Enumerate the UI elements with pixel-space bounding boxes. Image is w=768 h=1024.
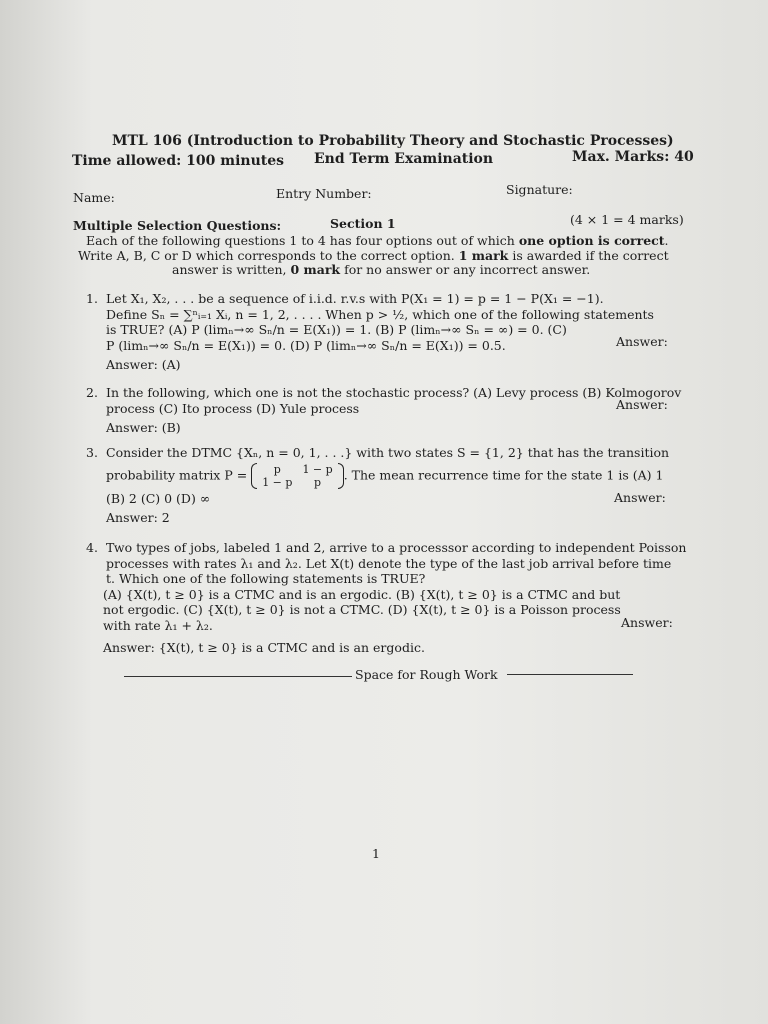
rough-work-label: Space for Rough Work (355, 667, 498, 682)
question-2 (86, 382, 686, 436)
instruction-text: . (664, 233, 669, 248)
instruction-line-1 (86, 233, 669, 248)
divider-right (507, 674, 633, 675)
entry-number-label: Entry Number: (276, 186, 372, 201)
question-text-line: process (C) Ito process (D) Yule process (106, 400, 360, 416)
question-number: 4. (86, 540, 98, 555)
question-text-line: Consider the DTMC {Xₙ, n = 0, 1, . . .} with two states S = {1, 2} that has the transition (106, 445, 670, 460)
question-text-line: P (limₙ→∞ Sₙ/n = E(X₁)) = 0. (D) P (limₙ→∞ Sₙ/n = E(X₁)) = 0.5. (106, 337, 506, 353)
section-marks-text: (4 × 1 = 4 marks) (570, 212, 684, 227)
question-text-line: t. Which one of the following statements is TRUE? (106, 571, 426, 586)
matrix-cell: 1 − p (262, 475, 293, 489)
question-text: . The mean recurrence time for the state 1 is (A) 1 (343, 467, 664, 482)
instruction-text: answer is written, (172, 262, 291, 277)
answer-label: Answer: (614, 490, 666, 505)
question-text-line: processes with rates λ₁ and λ₂. Let X(t) denote the type of the last job arrival before time (106, 555, 672, 571)
exam-name: End Term Examination (314, 151, 494, 167)
instruction-emphasis: 0 mark (290, 262, 341, 277)
max-marks: Max. Marks: 40 (572, 149, 694, 165)
question-3 (86, 442, 686, 526)
matrix-cell: 1 − p (302, 462, 333, 476)
question-text-line: with rate λ₁ + λ₂. (103, 617, 213, 633)
answer-text: Answer: (B) (106, 420, 181, 435)
instruction-text: Write A, B, C or D which corresponds to the correct option. (78, 248, 459, 263)
answer-label: Answer: (621, 615, 673, 630)
question-text-line (106, 463, 686, 489)
question-text-line: is TRUE? (A) P (limₙ→∞ Sₙ/n = E(X₁)) = 1. (B) P (limₙ→∞ Sₙ = ∞) = 0. (C) (106, 322, 567, 337)
section-number: Section 1 (330, 216, 396, 231)
question-text: probability matrix P = (106, 467, 248, 482)
divider-left (124, 676, 352, 677)
instruction-emphasis: 1 mark (458, 248, 509, 263)
name-label: Name: (73, 190, 115, 205)
instruction-text: is awarded if the correct (508, 248, 669, 263)
answer-label: Answer: (616, 397, 668, 412)
course-title: MTL 106 (Introduction to Probability Theory and Stochastic Processes) (112, 133, 674, 149)
question-text-line: not ergodic. (C) {X(t), t ≥ 0} is not a CTMC. (D) {X(t), t ≥ 0} is a Poisson process (103, 602, 621, 617)
question-text-line: (B) 2 (C) 0 (D) ∞ (106, 490, 211, 506)
transition-matrix (251, 463, 344, 489)
instruction-line-2 (78, 248, 669, 263)
answer-text: Answer: (A) (106, 357, 181, 372)
instruction-emphasis: one option is correct (518, 233, 665, 248)
question-text-line: In the following, which one is not the stochastic process? (A) Levy process (B) Kolmogorov (106, 385, 682, 400)
instruction-line-3 (172, 262, 590, 277)
question-number: 1. (86, 291, 98, 306)
matrix-cell: p (314, 475, 322, 489)
answer-text: Answer: {X(t), t ≥ 0} is a CTMC and is an ergodic. (103, 640, 425, 655)
instruction-text: for no answer or any incorrect answer. (340, 262, 591, 277)
signature-label: Signature: (506, 182, 573, 197)
question-text-line: Let X₁, X₂, . . . be a sequence of i.i.d. r.v.s with P(X₁ = 1) = p = 1 − P(X₁ = −1). (106, 291, 604, 306)
question-4 (86, 537, 686, 633)
question-number: 2. (86, 385, 98, 400)
answer-label: Answer: (616, 334, 668, 349)
question-1 (86, 288, 686, 373)
question-text-line: Define Sₙ = ∑ⁿᵢ₌₁ Xᵢ, n = 1, 2, . . . . When p > ½, which one of the following statements (106, 306, 654, 322)
answer-text: Answer: 2 (106, 510, 170, 525)
matrix-cell: p (273, 462, 281, 476)
section-marks (570, 212, 684, 227)
question-text-line: Two types of jobs, labeled 1 and 2, arrive to a processsor according to independent Poisson (106, 540, 687, 555)
instruction-text: Each of the following questions 1 to 4 has four options out of which (86, 233, 519, 248)
section-heading: Multiple Selection Questions: (73, 218, 282, 233)
page-number: 1 (372, 846, 380, 861)
question-number: 3. (86, 445, 98, 460)
time-allowed: Time allowed: 100 minutes (72, 153, 285, 169)
question-text-line: (A) {X(t), t ≥ 0} is a CTMC and is an ergodic. (B) {X(t), t ≥ 0} is a CTMC and but (103, 586, 621, 602)
